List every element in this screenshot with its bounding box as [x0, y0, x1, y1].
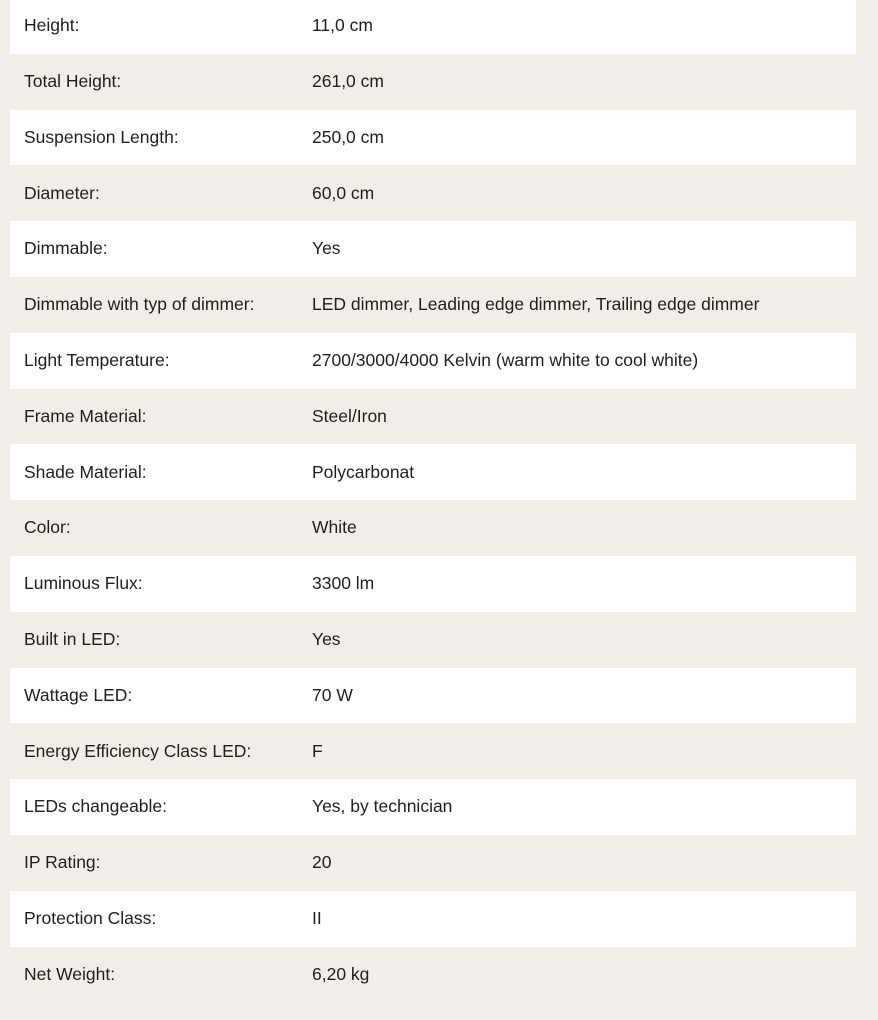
- spec-label: Built in LED:: [24, 628, 121, 649]
- spec-label: Total Height:: [24, 70, 122, 91]
- spec-value: Yes: [312, 628, 341, 649]
- spec-row-protection-class: [10, 891, 856, 947]
- spec-value: 3300 lm: [312, 573, 375, 594]
- spec-row-shade-material: [10, 444, 856, 500]
- spec-value: LED dimmer, Leading edge dimmer, Trailing edge dimmer: [312, 294, 760, 315]
- spec-row-color: [10, 500, 856, 556]
- spec-value: 60,0 cm: [312, 182, 375, 203]
- spec-value: 261,0 cm: [312, 70, 384, 91]
- spec-value: 20: [312, 852, 332, 873]
- spec-value: Steel/Iron: [312, 405, 387, 426]
- spec-label: Luminous Flux:: [24, 573, 143, 594]
- spec-label: LEDs changeable:: [24, 796, 168, 817]
- spec-label: Protection Class:: [24, 907, 157, 928]
- spec-value: 6,20 kg: [312, 963, 370, 984]
- spec-label: Dimmable:: [24, 238, 108, 259]
- spec-value: Polycarbonat: [312, 461, 415, 482]
- spec-row-total-height: [10, 54, 856, 110]
- spec-value: 2700/3000/4000 Kelvin (warm white to cool white): [312, 349, 699, 370]
- spec-label: Shade Material:: [24, 461, 147, 482]
- spec-row-dimmable: [10, 221, 856, 277]
- spec-row-dimmer-type: [10, 277, 856, 333]
- product-specifications-table: [10, 0, 856, 1002]
- spec-row-suspension-length: [10, 110, 856, 166]
- spec-label: Frame Material:: [24, 405, 147, 426]
- spec-row-ip-rating: [10, 835, 856, 891]
- spec-label: Color:: [24, 517, 71, 538]
- spec-value: 11,0 cm: [312, 15, 373, 36]
- spec-value: White: [312, 517, 357, 538]
- spec-row-energy-efficiency-class: [10, 723, 856, 779]
- spec-label: Light Temperature:: [24, 349, 170, 370]
- spec-value: II: [312, 907, 322, 928]
- spec-value: Yes, by technician: [312, 796, 453, 817]
- spec-label: IP Rating:: [24, 852, 101, 873]
- spec-label: Dimmable with typ of dimmer:: [24, 294, 255, 315]
- spec-row-built-in-led: [10, 612, 856, 668]
- spec-label: Energy Efficiency Class LED:: [24, 740, 252, 761]
- spec-label: Suspension Length:: [24, 126, 179, 147]
- spec-value: 70 W: [312, 684, 353, 705]
- spec-label: Height:: [24, 15, 80, 36]
- spec-row-net-weight: [10, 947, 856, 1003]
- spec-row-leds-changeable: [10, 779, 856, 835]
- spec-value: F: [312, 740, 323, 761]
- spec-value: Yes: [312, 238, 341, 259]
- spec-value: 250,0 cm: [312, 126, 384, 147]
- spec-row-wattage-led: [10, 668, 856, 724]
- spec-row-diameter: [10, 165, 856, 221]
- spec-row-light-temperature: [10, 333, 856, 389]
- spec-label: Net Weight:: [24, 963, 116, 984]
- spec-row-height: [10, 0, 856, 54]
- spec-row-luminous-flux: [10, 556, 856, 612]
- spec-label: Diameter:: [24, 182, 100, 203]
- spec-row-frame-material: [10, 389, 856, 445]
- spec-label: Wattage LED:: [24, 684, 133, 705]
